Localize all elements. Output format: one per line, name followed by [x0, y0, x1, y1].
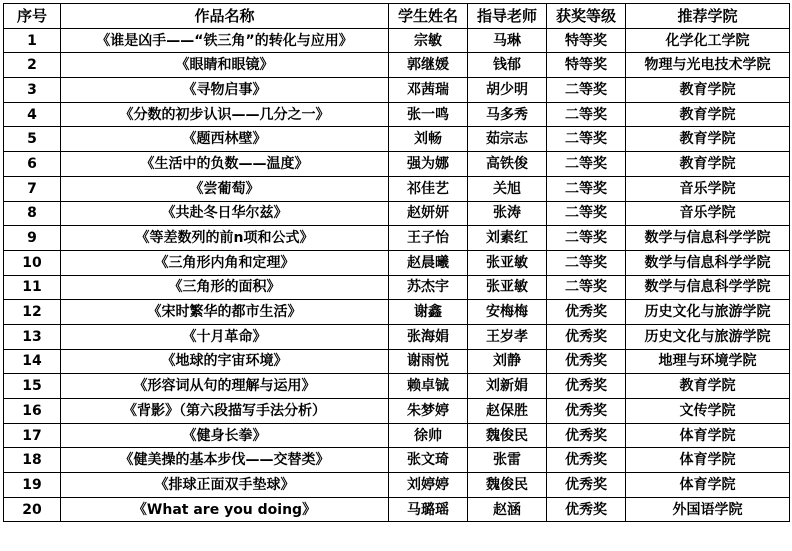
cell-student-name: 郭继媛 — [389, 53, 468, 78]
cell-student-name: 谢雨悦 — [389, 349, 468, 374]
cell-college: 物理与光电技术学院 — [626, 53, 790, 78]
table-row — [4, 473, 790, 498]
table-row — [4, 102, 790, 127]
cell-index: 3 — [4, 78, 61, 103]
header-college: 推荐学院 — [626, 4, 790, 29]
cell-advisor: 马琳 — [468, 28, 547, 53]
cell-award-level: 二等奖 — [547, 176, 626, 201]
table-row — [4, 497, 790, 522]
cell-award-level: 特等奖 — [547, 53, 626, 78]
cell-student-name: 祁佳艺 — [389, 176, 468, 201]
table-row — [4, 78, 790, 103]
cell-advisor: 安梅梅 — [468, 300, 547, 325]
cell-student-name: 王子怡 — [389, 226, 468, 251]
cell-student-name: 刘畅 — [389, 127, 468, 152]
cell-award-level: 优秀奖 — [547, 349, 626, 374]
cell-award-level: 优秀奖 — [547, 300, 626, 325]
cell-student-name: 宗敏 — [389, 28, 468, 53]
cell-student-name: 张一鸣 — [389, 102, 468, 127]
cell-index: 8 — [4, 201, 61, 226]
cell-college: 数学与信息科学学院 — [626, 275, 790, 300]
cell-award-level: 二等奖 — [547, 226, 626, 251]
cell-advisor: 刘新娟 — [468, 374, 547, 399]
cell-student-name: 邓茜瑞 — [389, 78, 468, 103]
cell-work-title: 《排球正面双手垫球》 — [61, 473, 389, 498]
cell-advisor: 刘素红 — [468, 226, 547, 251]
header-index: 序号 — [4, 4, 61, 29]
cell-work-title: 《背影》（第六段描写手法分析） — [61, 399, 389, 424]
cell-award-level: 二等奖 — [547, 127, 626, 152]
cell-index: 10 — [4, 250, 61, 275]
cell-work-title: 《宋时繁华的都市生活》 — [61, 300, 389, 325]
cell-college: 音乐学院 — [626, 201, 790, 226]
cell-work-title: 《健身长拳》 — [61, 423, 389, 448]
cell-award-level: 优秀奖 — [547, 497, 626, 522]
cell-index: 7 — [4, 176, 61, 201]
cell-student-name: 张文琦 — [389, 448, 468, 473]
cell-college: 体育学院 — [626, 423, 790, 448]
header-advisor: 指导老师 — [468, 4, 547, 29]
cell-award-level: 二等奖 — [547, 250, 626, 275]
cell-work-title: 《等差数列的前n项和公式》 — [61, 226, 389, 251]
cell-student-name: 苏杰宇 — [389, 275, 468, 300]
cell-college: 教育学院 — [626, 78, 790, 103]
cell-award-level: 优秀奖 — [547, 448, 626, 473]
table-row — [4, 324, 790, 349]
cell-award-level: 优秀奖 — [547, 399, 626, 424]
cell-work-title: 《三角形内角和定理》 — [61, 250, 389, 275]
table-header-row — [4, 4, 790, 29]
cell-award-level: 二等奖 — [547, 78, 626, 103]
cell-work-title: 《健美操的基本步伐——交替类》 — [61, 448, 389, 473]
cell-award-level: 特等奖 — [547, 28, 626, 53]
cell-index: 19 — [4, 473, 61, 498]
cell-student-name: 朱梦婷 — [389, 399, 468, 424]
cell-college: 教育学院 — [626, 127, 790, 152]
cell-advisor: 刘静 — [468, 349, 547, 374]
cell-college: 文传学院 — [626, 399, 790, 424]
cell-work-title: 《分数的初步认识——几分之一》 — [61, 102, 389, 127]
cell-work-title: 《形容词从句的理解与运用》 — [61, 374, 389, 399]
cell-award-level: 二等奖 — [547, 201, 626, 226]
cell-college: 数学与信息科学学院 — [626, 250, 790, 275]
cell-student-name: 马璐瑶 — [389, 497, 468, 522]
cell-award-level: 二等奖 — [547, 102, 626, 127]
cell-work-title: 《生活中的负数——温度》 — [61, 152, 389, 177]
cell-advisor: 张亚敏 — [468, 275, 547, 300]
cell-index: 14 — [4, 349, 61, 374]
cell-work-title: 《尝葡萄》 — [61, 176, 389, 201]
cell-college: 教育学院 — [626, 102, 790, 127]
cell-work-title: 《What are you doing》 — [61, 497, 389, 522]
cell-index: 20 — [4, 497, 61, 522]
cell-work-title: 《眼睛和眼镜》 — [61, 53, 389, 78]
cell-award-level: 优秀奖 — [547, 423, 626, 448]
header-student-name: 学生姓名 — [389, 4, 468, 29]
cell-college: 外国语学院 — [626, 497, 790, 522]
cell-award-level: 二等奖 — [547, 275, 626, 300]
table-row — [4, 152, 790, 177]
cell-index: 6 — [4, 152, 61, 177]
cell-college: 历史文化与旅游学院 — [626, 300, 790, 325]
cell-work-title: 《寻物启事》 — [61, 78, 389, 103]
cell-college: 教育学院 — [626, 374, 790, 399]
cell-college: 体育学院 — [626, 448, 790, 473]
cell-index: 16 — [4, 399, 61, 424]
cell-student-name: 刘婷婷 — [389, 473, 468, 498]
table-row — [4, 201, 790, 226]
cell-work-title: 《谁是凶手——“铁三角”的转化与应用》 — [61, 28, 389, 53]
cell-award-level: 优秀奖 — [547, 473, 626, 498]
cell-advisor: 赵涵 — [468, 497, 547, 522]
cell-work-title: 《共赴冬日华尔兹》 — [61, 201, 389, 226]
cell-advisor: 王岁孝 — [468, 324, 547, 349]
cell-work-title: 《三角形的面积》 — [61, 275, 389, 300]
cell-work-title: 《题西林壁》 — [61, 127, 389, 152]
cell-student-name: 赖卓铖 — [389, 374, 468, 399]
table-row — [4, 53, 790, 78]
table-row — [4, 226, 790, 251]
cell-work-title: 《地球的宇宙环境》 — [61, 349, 389, 374]
cell-advisor: 茹宗志 — [468, 127, 547, 152]
cell-advisor: 张雷 — [468, 448, 547, 473]
cell-student-name: 谢鑫 — [389, 300, 468, 325]
table-row — [4, 300, 790, 325]
cell-index: 1 — [4, 28, 61, 53]
cell-student-name: 强为娜 — [389, 152, 468, 177]
cell-advisor: 魏俊民 — [468, 473, 547, 498]
table-row — [4, 250, 790, 275]
cell-index: 11 — [4, 275, 61, 300]
cell-college: 音乐学院 — [626, 176, 790, 201]
table-row — [4, 127, 790, 152]
cell-advisor: 胡少明 — [468, 78, 547, 103]
cell-index: 13 — [4, 324, 61, 349]
cell-index: 17 — [4, 423, 61, 448]
cell-college: 地理与环境学院 — [626, 349, 790, 374]
cell-index: 4 — [4, 102, 61, 127]
cell-student-name: 徐帅 — [389, 423, 468, 448]
table-row — [4, 349, 790, 374]
table-row — [4, 275, 790, 300]
table-row — [4, 423, 790, 448]
table-row — [4, 374, 790, 399]
cell-work-title: 《十月革命》 — [61, 324, 389, 349]
cell-college: 教育学院 — [626, 152, 790, 177]
cell-advisor: 张涛 — [468, 201, 547, 226]
cell-index: 18 — [4, 448, 61, 473]
table-body — [4, 28, 790, 522]
cell-student-name: 赵妍妍 — [389, 201, 468, 226]
table-row — [4, 176, 790, 201]
table-row — [4, 448, 790, 473]
cell-award-level: 优秀奖 — [547, 374, 626, 399]
cell-college: 体育学院 — [626, 473, 790, 498]
table-row — [4, 399, 790, 424]
cell-award-level: 二等奖 — [547, 152, 626, 177]
cell-student-name: 张海娟 — [389, 324, 468, 349]
header-work-title: 作品名称 — [61, 4, 389, 29]
cell-index: 9 — [4, 226, 61, 251]
cell-index: 5 — [4, 127, 61, 152]
cell-college: 数学与信息科学学院 — [626, 226, 790, 251]
cell-advisor: 赵保胜 — [468, 399, 547, 424]
header-award-level: 获奖等级 — [547, 4, 626, 29]
cell-student-name: 赵晨曦 — [389, 250, 468, 275]
awards-table — [3, 3, 790, 522]
cell-college: 化学化工学院 — [626, 28, 790, 53]
cell-advisor: 马多秀 — [468, 102, 547, 127]
cell-index: 2 — [4, 53, 61, 78]
cell-advisor: 关旭 — [468, 176, 547, 201]
cell-advisor: 钱郁 — [468, 53, 547, 78]
cell-index: 15 — [4, 374, 61, 399]
cell-college: 历史文化与旅游学院 — [626, 324, 790, 349]
cell-advisor: 张亚敏 — [468, 250, 547, 275]
cell-advisor: 高铁俊 — [468, 152, 547, 177]
table-row — [4, 28, 790, 53]
cell-advisor: 魏俊民 — [468, 423, 547, 448]
cell-award-level: 优秀奖 — [547, 324, 626, 349]
cell-index: 12 — [4, 300, 61, 325]
